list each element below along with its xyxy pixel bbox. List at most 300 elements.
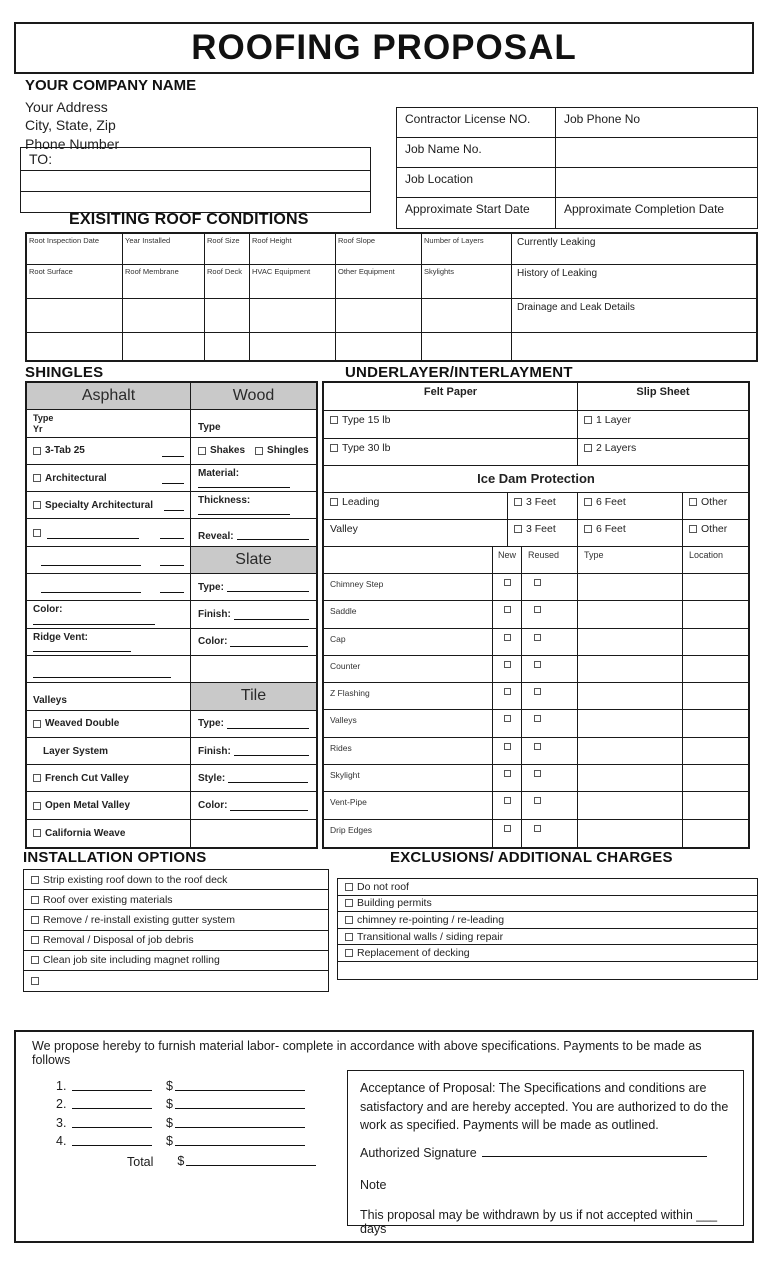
drainage-leak-details-field[interactable]: Drainage and Leak Details bbox=[517, 302, 635, 313]
blank-cell[interactable] bbox=[205, 299, 250, 332]
option-label: Specialty Architectural bbox=[45, 499, 154, 511]
table-row bbox=[27, 820, 316, 847]
checkbox[interactable] bbox=[33, 802, 41, 810]
new-cell bbox=[493, 683, 522, 709]
fill-in-line[interactable] bbox=[186, 1165, 316, 1166]
fill-in-line[interactable] bbox=[72, 1145, 152, 1146]
checkbox[interactable] bbox=[534, 797, 541, 804]
fill-in-line[interactable] bbox=[160, 565, 184, 566]
checkbox[interactable] bbox=[534, 825, 541, 832]
fill-in-line[interactable] bbox=[230, 810, 308, 811]
wood-thickness-cell bbox=[191, 492, 316, 518]
location-cell[interactable] bbox=[683, 820, 748, 847]
option-label: 6 Feet bbox=[596, 523, 626, 535]
option-label: Removal / Disposal of job debris bbox=[43, 934, 194, 947]
wood-shakes-shingles-row bbox=[191, 438, 316, 464]
fill-in-line[interactable] bbox=[175, 1090, 305, 1091]
checkbox[interactable] bbox=[345, 883, 353, 891]
existing-roof-title: EXISITING ROOF CONDITIONS bbox=[69, 211, 309, 228]
checkbox[interactable] bbox=[33, 829, 41, 837]
checkbox[interactable] bbox=[504, 743, 511, 750]
roof-membrane-field[interactable]: Roof Membrane bbox=[123, 265, 205, 298]
blank-cell[interactable] bbox=[250, 333, 336, 360]
blank-cell[interactable] bbox=[123, 333, 205, 360]
other-equipment-field[interactable]: Other Equipment bbox=[336, 265, 422, 298]
color-label: Color: bbox=[198, 636, 228, 648]
slate-type-cell bbox=[191, 574, 316, 600]
checkbox[interactable] bbox=[31, 936, 39, 944]
new-cell bbox=[493, 710, 522, 736]
checkbox[interactable] bbox=[330, 498, 338, 506]
installation-options-box bbox=[23, 869, 329, 992]
history-of-leaking-field[interactable]: History of Leaking bbox=[517, 268, 598, 279]
tile-color-cell bbox=[191, 792, 316, 818]
asphalt-option-row bbox=[27, 438, 191, 464]
fill-in-line[interactable] bbox=[72, 1127, 152, 1128]
location-cell[interactable] bbox=[683, 629, 748, 655]
reused-cell bbox=[522, 683, 578, 709]
type-cell[interactable] bbox=[578, 792, 683, 818]
table-row bbox=[27, 601, 316, 628]
table-row bbox=[397, 168, 757, 198]
job-phone-field[interactable]: Job Phone No bbox=[564, 112, 641, 126]
exclusion-option-blank[interactable] bbox=[338, 962, 757, 979]
option-label: Do not roof bbox=[357, 880, 409, 893]
option-label: chimney re-pointing / re-leading bbox=[357, 913, 505, 926]
asphalt-writein-row bbox=[27, 519, 191, 545]
type-cell[interactable] bbox=[578, 820, 683, 847]
dollar-sign: $ bbox=[166, 1115, 173, 1130]
option-label: Replacement of decking bbox=[357, 947, 470, 960]
material-label: Material: bbox=[198, 467, 240, 479]
feet6-option bbox=[578, 493, 683, 519]
type-cell[interactable] bbox=[578, 656, 683, 682]
other-option bbox=[683, 520, 748, 546]
fill-in-line[interactable] bbox=[228, 782, 308, 783]
roof-size-field[interactable]: Roof Size bbox=[205, 234, 250, 264]
asphalt-option-row bbox=[27, 492, 191, 518]
table-row bbox=[27, 410, 316, 437]
flashing-label: Chimney Step bbox=[324, 574, 493, 600]
reused-cell bbox=[522, 792, 578, 818]
type-cell[interactable] bbox=[578, 738, 683, 764]
blank-cell[interactable] bbox=[27, 299, 123, 332]
installation-option bbox=[24, 870, 328, 890]
checkbox[interactable] bbox=[504, 579, 511, 586]
option-label: 6 Feet bbox=[596, 496, 626, 508]
skylights-field[interactable]: Skylights bbox=[422, 265, 512, 298]
wood-header: Wood bbox=[191, 383, 316, 409]
option-label: 2 Layers bbox=[596, 442, 637, 454]
felt-paper-header: Felt Paper bbox=[324, 383, 578, 410]
checkbox[interactable] bbox=[514, 525, 522, 533]
slate-header: Slate bbox=[191, 547, 316, 573]
acceptance-box bbox=[347, 1070, 744, 1236]
table-row bbox=[27, 574, 316, 601]
flashing-label: Saddle bbox=[324, 601, 493, 627]
tile-header: Tile bbox=[191, 683, 316, 709]
dollar-sign: $ bbox=[166, 1097, 173, 1111]
company-city-state-zip: City, State, Zip bbox=[25, 117, 116, 133]
fill-in-line[interactable] bbox=[72, 1108, 152, 1109]
table-row bbox=[27, 438, 316, 465]
checkbox[interactable] bbox=[31, 977, 39, 985]
checkbox[interactable] bbox=[330, 444, 338, 452]
option-label: Clean job site including magnet rolling bbox=[43, 954, 220, 967]
flashing-row bbox=[324, 765, 748, 792]
flashing-row bbox=[324, 792, 748, 819]
table-row bbox=[27, 519, 316, 546]
option-label: Type 30 lb bbox=[342, 442, 391, 454]
job-name-value-cell[interactable] bbox=[556, 138, 757, 167]
checkbox[interactable] bbox=[534, 770, 541, 777]
table-row bbox=[324, 439, 748, 466]
checkbox[interactable] bbox=[31, 896, 39, 904]
blank-cell[interactable] bbox=[512, 333, 756, 360]
thickness-label: Thickness: bbox=[198, 495, 251, 507]
company-phone: Phone Number bbox=[25, 135, 120, 152]
checkbox[interactable] bbox=[514, 498, 522, 506]
ridge-vent-label: Ridge Vent: bbox=[33, 631, 89, 643]
job-location-field[interactable]: Job Location bbox=[397, 168, 556, 197]
fill-in-line[interactable] bbox=[41, 565, 141, 566]
number-of-layers-field[interactable]: Number of Layers bbox=[422, 234, 512, 264]
flashing-label: Counter bbox=[324, 656, 493, 682]
flashing-label: Z Flashing bbox=[324, 683, 493, 709]
checkbox[interactable] bbox=[33, 720, 41, 728]
new-header: New bbox=[493, 547, 522, 573]
fill-in-line[interactable] bbox=[198, 514, 290, 515]
checkbox[interactable] bbox=[31, 876, 39, 884]
option-label: Layer System bbox=[43, 745, 109, 757]
checkbox[interactable] bbox=[584, 525, 592, 533]
checkbox[interactable] bbox=[33, 447, 41, 455]
table-row bbox=[27, 465, 316, 492]
checkbox[interactable] bbox=[504, 715, 511, 722]
location-cell[interactable] bbox=[683, 710, 748, 736]
type-header: Type bbox=[578, 547, 683, 573]
table-row bbox=[27, 265, 756, 299]
fill-in-line[interactable] bbox=[33, 624, 155, 625]
dollar-sign: $ bbox=[177, 1154, 185, 1168]
location-cell[interactable] bbox=[683, 683, 748, 709]
slip-option-row bbox=[578, 411, 748, 438]
wood-reveal-cell bbox=[191, 519, 316, 545]
checkbox[interactable] bbox=[534, 743, 541, 750]
note-label: Note bbox=[360, 1178, 387, 1192]
type-cell[interactable] bbox=[578, 629, 683, 655]
checkbox[interactable] bbox=[584, 444, 592, 452]
option-label: 3 Feet bbox=[526, 496, 556, 508]
roof-deck-field[interactable]: Roof Deck bbox=[205, 265, 250, 298]
fill-in-line[interactable] bbox=[162, 483, 184, 484]
completion-date-field[interactable]: Approximate Completion Date bbox=[564, 202, 725, 216]
checkbox[interactable] bbox=[345, 933, 353, 941]
table-row bbox=[324, 466, 748, 493]
flashing-row bbox=[324, 820, 748, 847]
checkbox[interactable] bbox=[33, 501, 41, 509]
table-row bbox=[27, 765, 316, 792]
to-label: TO: bbox=[29, 151, 53, 167]
table-row bbox=[27, 792, 316, 819]
flashing-header-row bbox=[324, 547, 748, 574]
fill-in-line[interactable] bbox=[160, 592, 184, 593]
fill-in-line[interactable] bbox=[175, 1108, 305, 1109]
checkbox[interactable] bbox=[504, 661, 511, 668]
checkbox[interactable] bbox=[33, 474, 41, 482]
to-blank-row[interactable] bbox=[21, 171, 370, 192]
table-row bbox=[324, 493, 748, 520]
location-cell[interactable] bbox=[683, 656, 748, 682]
felt-option-row bbox=[324, 439, 578, 465]
option-label: Roof over existing materials bbox=[43, 893, 173, 906]
fill-in-line[interactable] bbox=[237, 539, 309, 540]
checkbox[interactable] bbox=[534, 661, 541, 668]
root-inspection-date-field[interactable]: Root Inspection Date bbox=[27, 234, 123, 264]
checkbox[interactable] bbox=[504, 634, 511, 641]
checkbox[interactable] bbox=[504, 797, 511, 804]
fill-in-line[interactable] bbox=[198, 487, 290, 488]
year-installed-field[interactable]: Year Installed bbox=[123, 234, 205, 264]
checkbox[interactable] bbox=[504, 825, 511, 832]
wood-type-label: Type bbox=[198, 421, 221, 433]
exclusion-option bbox=[338, 896, 757, 913]
option-label: 1 Layer bbox=[596, 414, 632, 426]
shingles-label: Shingles bbox=[267, 445, 309, 457]
signature-label: Authorized Signature bbox=[360, 1146, 477, 1160]
fill-in-line[interactable] bbox=[162, 456, 184, 457]
reused-header: Reused bbox=[522, 547, 578, 573]
blank-cell[interactable] bbox=[422, 299, 512, 332]
blank-cell[interactable] bbox=[336, 299, 422, 332]
total-label: Total bbox=[127, 1155, 154, 1169]
type-cell[interactable] bbox=[578, 765, 683, 791]
location-cell[interactable] bbox=[683, 792, 748, 818]
asphalt-ridge-vent-cell bbox=[27, 629, 191, 655]
fill-in-line[interactable] bbox=[164, 510, 184, 511]
to-blank-row[interactable] bbox=[21, 192, 370, 212]
type-label: Type: bbox=[198, 581, 224, 593]
valley-option-row bbox=[27, 765, 191, 791]
table-row bbox=[27, 629, 316, 656]
job-name-field[interactable]: Job Name No. bbox=[397, 138, 556, 167]
checkbox[interactable] bbox=[504, 770, 511, 777]
checkbox[interactable] bbox=[534, 634, 541, 641]
fill-in-line[interactable] bbox=[47, 538, 139, 539]
root-surface-field[interactable]: Root Surface bbox=[27, 265, 123, 298]
fill-in-line[interactable] bbox=[234, 619, 309, 620]
fill-in-line[interactable] bbox=[175, 1145, 305, 1146]
table-row bbox=[27, 683, 316, 710]
checkbox[interactable] bbox=[345, 949, 353, 957]
table-row bbox=[27, 299, 756, 333]
valley-label: Valley bbox=[330, 523, 358, 535]
checkbox[interactable] bbox=[345, 916, 353, 924]
table-row bbox=[27, 547, 316, 574]
blank-cell bbox=[191, 656, 316, 682]
checkbox[interactable] bbox=[255, 447, 263, 455]
proposal-intro: We propose hereby to furnish material labor- complete in accordance with above specifications. Payments to be made as follows bbox=[32, 1039, 702, 1067]
reused-cell bbox=[522, 656, 578, 682]
payment-lines bbox=[56, 1075, 305, 1149]
to-box bbox=[20, 147, 371, 213]
new-cell bbox=[493, 792, 522, 818]
checkbox[interactable] bbox=[534, 606, 541, 613]
blank-cell[interactable] bbox=[205, 333, 250, 360]
hvac-equipment-field[interactable]: HVAC Equipment bbox=[250, 265, 336, 298]
option-label: Strip existing roof down to the roof deck bbox=[43, 873, 228, 886]
job-location-value-cell[interactable] bbox=[556, 168, 757, 197]
asphalt-writein-row bbox=[27, 547, 191, 573]
feet3-option bbox=[508, 493, 578, 519]
ice-dam-header: Ice Dam Protection bbox=[477, 471, 595, 486]
valleys-label: Valleys bbox=[27, 683, 191, 709]
valley-row bbox=[324, 520, 508, 546]
table-row bbox=[27, 234, 756, 265]
fill-in-line[interactable] bbox=[33, 677, 171, 678]
option-label: California Weave bbox=[45, 827, 126, 839]
checkbox[interactable] bbox=[504, 688, 511, 695]
flashing-label: Vent-Pipe bbox=[324, 792, 493, 818]
company-block bbox=[25, 77, 196, 153]
table-row bbox=[27, 383, 316, 410]
option-label: Weaved Double bbox=[45, 718, 120, 730]
reused-cell bbox=[522, 710, 578, 736]
total-line bbox=[127, 1154, 316, 1169]
checkbox[interactable] bbox=[534, 579, 541, 586]
installation-title: INSTALLATION OPTIONS bbox=[23, 849, 207, 866]
slip-sheet-header: Slip Sheet bbox=[636, 386, 690, 398]
slate-finish-cell bbox=[191, 601, 316, 627]
location-header: Location bbox=[689, 550, 724, 560]
checkbox[interactable] bbox=[504, 606, 511, 613]
fill-in-line[interactable] bbox=[227, 591, 309, 592]
installation-option bbox=[24, 951, 328, 971]
checkbox[interactable] bbox=[31, 916, 39, 924]
type-cell[interactable] bbox=[578, 574, 683, 600]
blank-cell[interactable] bbox=[336, 333, 422, 360]
checkbox[interactable] bbox=[345, 899, 353, 907]
fill-in-line[interactable] bbox=[72, 1090, 152, 1091]
fill-in-line[interactable] bbox=[230, 646, 308, 647]
reused-cell bbox=[522, 629, 578, 655]
table-row bbox=[324, 383, 748, 411]
option-label: 3 Feet bbox=[526, 523, 556, 535]
checkbox[interactable] bbox=[31, 956, 39, 964]
existing-roof-table bbox=[25, 232, 758, 362]
fill-in-line[interactable] bbox=[41, 592, 141, 593]
location-cell[interactable] bbox=[683, 738, 748, 764]
table-row bbox=[324, 520, 748, 547]
option-label: Architectural bbox=[45, 472, 107, 484]
new-cell bbox=[493, 574, 522, 600]
flashing-label: Cap bbox=[324, 629, 493, 655]
roof-slope-field[interactable]: Roof Slope bbox=[336, 234, 422, 264]
asphalt-header: Asphalt bbox=[27, 383, 191, 409]
table-row bbox=[27, 738, 316, 765]
shakes-label: Shakes bbox=[210, 445, 246, 457]
currently-leaking-field[interactable]: Currently Leaking bbox=[517, 237, 596, 248]
fill-in-line[interactable] bbox=[33, 651, 131, 652]
checkbox[interactable] bbox=[584, 498, 592, 506]
checkbox[interactable] bbox=[33, 774, 41, 782]
new-cell bbox=[493, 601, 522, 627]
checkbox[interactable] bbox=[198, 447, 206, 455]
checkbox[interactable] bbox=[584, 416, 592, 424]
new-cell bbox=[493, 765, 522, 791]
location-cell[interactable] bbox=[683, 765, 748, 791]
fill-in-line[interactable] bbox=[160, 538, 184, 539]
roof-height-field[interactable]: Roof Height bbox=[250, 234, 336, 264]
installation-option bbox=[24, 890, 328, 910]
to-label-row[interactable] bbox=[21, 148, 370, 171]
checkbox[interactable] bbox=[689, 525, 697, 533]
line-number: 4. bbox=[56, 1134, 67, 1148]
table-row bbox=[397, 108, 757, 138]
new-cell bbox=[493, 820, 522, 847]
location-cell[interactable] bbox=[683, 601, 748, 627]
type-cell[interactable] bbox=[578, 683, 683, 709]
fill-in-line[interactable] bbox=[234, 755, 309, 756]
company-address: Your Address bbox=[25, 98, 108, 115]
location-cell[interactable] bbox=[683, 574, 748, 600]
blank-cell[interactable] bbox=[422, 333, 512, 360]
tile-finish-cell bbox=[191, 738, 316, 764]
flashing-label: Rides bbox=[324, 738, 493, 764]
flashing-label: Drip Edges bbox=[324, 820, 493, 847]
signature-line[interactable] bbox=[482, 1156, 707, 1157]
type-cell[interactable] bbox=[578, 710, 683, 736]
acceptance-text: Acceptance of Proposal: The Specifications and conditions are satisfactory and are hereby accepted. You are authorized to do the work as specified. Payments will be made as outlined. bbox=[360, 1081, 729, 1132]
proposal-box bbox=[14, 1030, 754, 1243]
payment-line bbox=[56, 1094, 305, 1113]
feet3-option bbox=[508, 520, 578, 546]
blank-cell[interactable] bbox=[27, 333, 123, 360]
underlayment-table bbox=[322, 381, 750, 849]
type-cell[interactable] bbox=[578, 601, 683, 627]
option-label: Type 15 lb bbox=[342, 414, 391, 426]
valley-option-row bbox=[27, 738, 191, 764]
table-row bbox=[397, 198, 757, 228]
fill-in-line[interactable] bbox=[175, 1127, 305, 1128]
checkbox[interactable] bbox=[534, 715, 541, 722]
feet6-option bbox=[578, 520, 683, 546]
wood-material-cell bbox=[191, 465, 316, 491]
blank-cell[interactable] bbox=[250, 299, 336, 332]
color-label: Color: bbox=[198, 800, 228, 812]
installation-option-blank bbox=[24, 971, 328, 991]
fill-in-line[interactable] bbox=[227, 728, 309, 729]
reused-cell bbox=[522, 738, 578, 764]
slate-color-cell bbox=[191, 629, 316, 655]
checkbox[interactable] bbox=[534, 688, 541, 695]
exclusion-option bbox=[338, 945, 757, 962]
reused-cell bbox=[522, 574, 578, 600]
table-row bbox=[27, 492, 316, 519]
contractor-license-field[interactable]: Contractor License NO. bbox=[397, 108, 556, 137]
reused-cell bbox=[522, 765, 578, 791]
line-number: 3. bbox=[56, 1115, 67, 1130]
exclusion-option bbox=[338, 929, 757, 946]
start-date-field[interactable]: Approximate Start Date bbox=[397, 198, 556, 228]
checkbox[interactable] bbox=[330, 416, 338, 424]
blank-cell[interactable] bbox=[123, 299, 205, 332]
flashing-row bbox=[324, 656, 748, 683]
line-number: 2. bbox=[56, 1097, 67, 1111]
option-label: Building permits bbox=[357, 897, 432, 910]
checkbox[interactable] bbox=[689, 498, 697, 506]
checkbox[interactable] bbox=[33, 529, 41, 537]
